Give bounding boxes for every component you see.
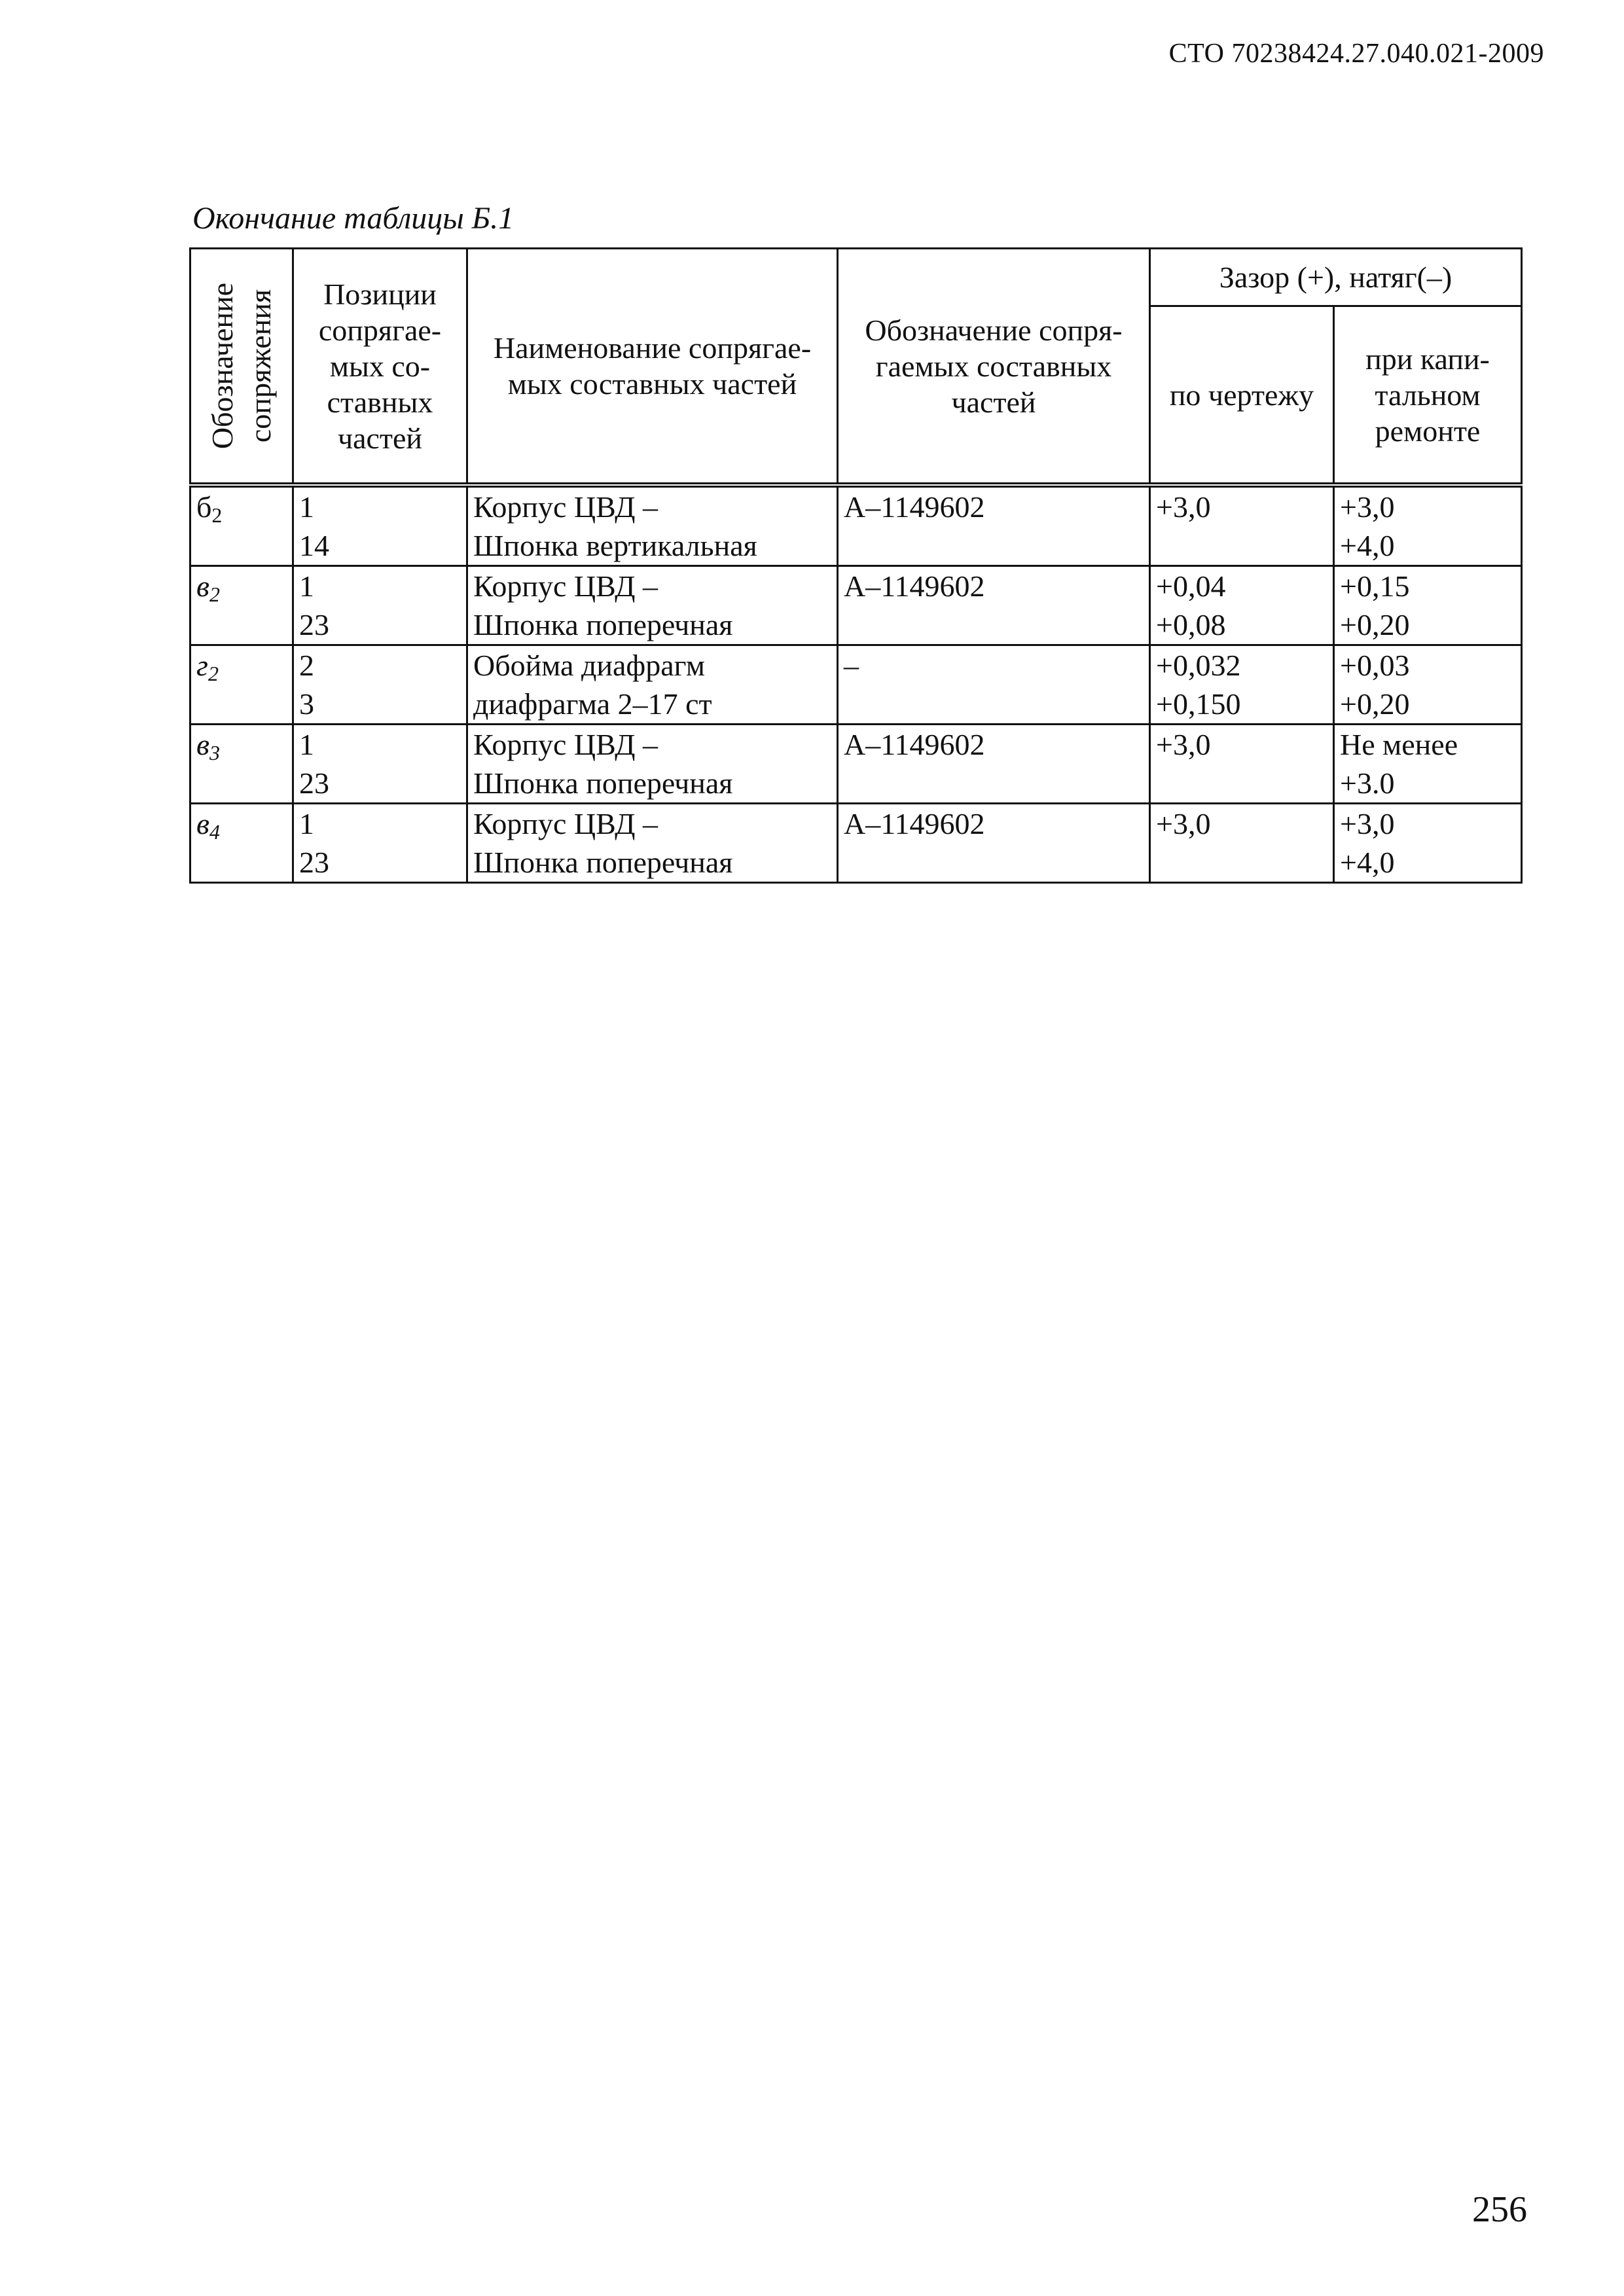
cell-by-drawing: [1150, 725, 1334, 804]
table-body: [190, 485, 1522, 883]
part-designation: А–1149602: [844, 728, 985, 761]
cell-by-drawing: [1150, 804, 1334, 883]
drawing-value-first: +3,0: [1156, 490, 1211, 524]
position-second: 14: [299, 529, 329, 562]
part-name-first: Корпус ЦВД –: [473, 490, 658, 524]
drawing-value-second: +0,150: [1156, 687, 1241, 721]
designation-letter: б: [196, 490, 212, 524]
position-first: 1: [299, 728, 314, 761]
table-row: [190, 804, 1522, 883]
cell-name: [467, 645, 838, 725]
designation-letter: в: [196, 728, 209, 761]
cell-at-overhaul: [1334, 725, 1522, 804]
position-first: 1: [299, 807, 314, 840]
table-row: [190, 645, 1522, 725]
table-row: [190, 725, 1522, 804]
page-number: 256: [1472, 2189, 1527, 2230]
cell-part-designation: [838, 725, 1150, 804]
designation-subscript: 2: [209, 583, 220, 606]
position-second: 23: [299, 846, 329, 879]
cell-at-overhaul: [1334, 485, 1522, 566]
overhaul-value-first: +0,15: [1340, 569, 1410, 603]
part-name-first: Корпус ЦВД –: [473, 569, 658, 603]
part-name-second: Шпонка поперечная: [473, 846, 733, 879]
designation-subscript: 2: [211, 503, 223, 527]
header-clearance-group: Зазор (+), натяг(–): [1150, 249, 1522, 306]
header-part-designation: Обозначение сопря-гаемых составных частей: [838, 249, 1150, 486]
overhaul-value-second: +3.0: [1340, 766, 1395, 800]
cell-positions: [293, 485, 467, 566]
cell-positions: [293, 804, 467, 883]
overhaul-value-first: +3,0: [1340, 490, 1395, 524]
clearance-table: [189, 247, 1523, 884]
cell-part-designation: [838, 485, 1150, 566]
header-positions: Позиции сопрягае-мых со-ставных частей: [293, 249, 467, 486]
table-row: [190, 566, 1522, 645]
cell-at-overhaul: [1334, 645, 1522, 725]
header-name: Наименование сопрягае-мых составных частей: [467, 249, 838, 486]
cell-name: [467, 485, 838, 566]
cell-part-designation: [838, 804, 1150, 883]
position-first: 1: [299, 490, 314, 524]
overhaul-value-first: +3,0: [1340, 807, 1395, 840]
cell-name: [467, 804, 838, 883]
drawing-value-first: +3,0: [1156, 728, 1211, 761]
designation-subscript: 3: [209, 741, 220, 764]
drawing-value-second: +0,08: [1156, 608, 1226, 641]
overhaul-value-second: +0,20: [1340, 608, 1410, 641]
part-name-first: Корпус ЦВД –: [473, 728, 658, 761]
position-first: 1: [299, 569, 314, 603]
part-designation: А–1149602: [844, 807, 985, 840]
overhaul-value-first: +0,03: [1340, 649, 1410, 682]
cell-part-designation: [838, 566, 1150, 645]
header-by-drawing: по чертежу: [1150, 306, 1334, 486]
designation-letter: в: [196, 807, 209, 840]
position-second: 3: [299, 687, 314, 721]
part-name-second: Шпонка поперечная: [473, 608, 733, 641]
part-designation: –: [844, 649, 859, 682]
cell-designation: [190, 566, 293, 645]
cell-at-overhaul: [1334, 566, 1522, 645]
cell-at-overhaul: [1334, 804, 1522, 883]
position-first: 2: [299, 649, 314, 682]
designation-subscript: 4: [209, 820, 220, 844]
table-caption: Окончание таблицы Б.1: [192, 201, 514, 236]
cell-designation: [190, 485, 293, 566]
cell-designation: [190, 725, 293, 804]
part-name-second: диафрагма 2–17 ст: [473, 687, 712, 721]
part-name-second: Шпонка вертикальная: [473, 529, 757, 562]
document-code: СТО 70238424.27.040.021-2009: [1168, 39, 1544, 69]
drawing-value-first: +3,0: [1156, 807, 1211, 840]
overhaul-value-second: +0,20: [1340, 687, 1410, 721]
cell-name: [467, 725, 838, 804]
overhaul-value-second: +4,0: [1340, 529, 1395, 562]
part-name-first: Обойма диафрагм: [473, 649, 705, 682]
header-designation: Обозначение сопряжения: [190, 249, 293, 486]
overhaul-value-first: Не менее: [1340, 728, 1458, 761]
cell-positions: [293, 725, 467, 804]
part-designation: А–1149602: [844, 569, 985, 603]
part-name-first: Корпус ЦВД –: [473, 807, 658, 840]
cell-part-designation: [838, 645, 1150, 725]
cell-positions: [293, 645, 467, 725]
designation-letter: в: [196, 569, 209, 603]
part-designation: А–1149602: [844, 490, 985, 524]
cell-positions: [293, 566, 467, 645]
designation-letter: г: [196, 649, 208, 682]
position-second: 23: [299, 766, 329, 800]
cell-by-drawing: [1150, 645, 1334, 725]
header-at-overhaul: при капи-тальном ремонте: [1334, 306, 1522, 486]
cell-by-drawing: [1150, 485, 1334, 566]
overhaul-value-second: +4,0: [1340, 846, 1395, 879]
drawing-value-first: +0,032: [1156, 649, 1241, 682]
cell-name: [467, 566, 838, 645]
cell-designation: [190, 804, 293, 883]
cell-by-drawing: [1150, 566, 1334, 645]
designation-subscript: 2: [208, 662, 219, 685]
table-row: [190, 485, 1522, 566]
drawing-value-first: +0,04: [1156, 569, 1226, 603]
cell-designation: [190, 645, 293, 725]
position-second: 23: [299, 608, 329, 641]
part-name-second: Шпонка поперечная: [473, 766, 733, 800]
